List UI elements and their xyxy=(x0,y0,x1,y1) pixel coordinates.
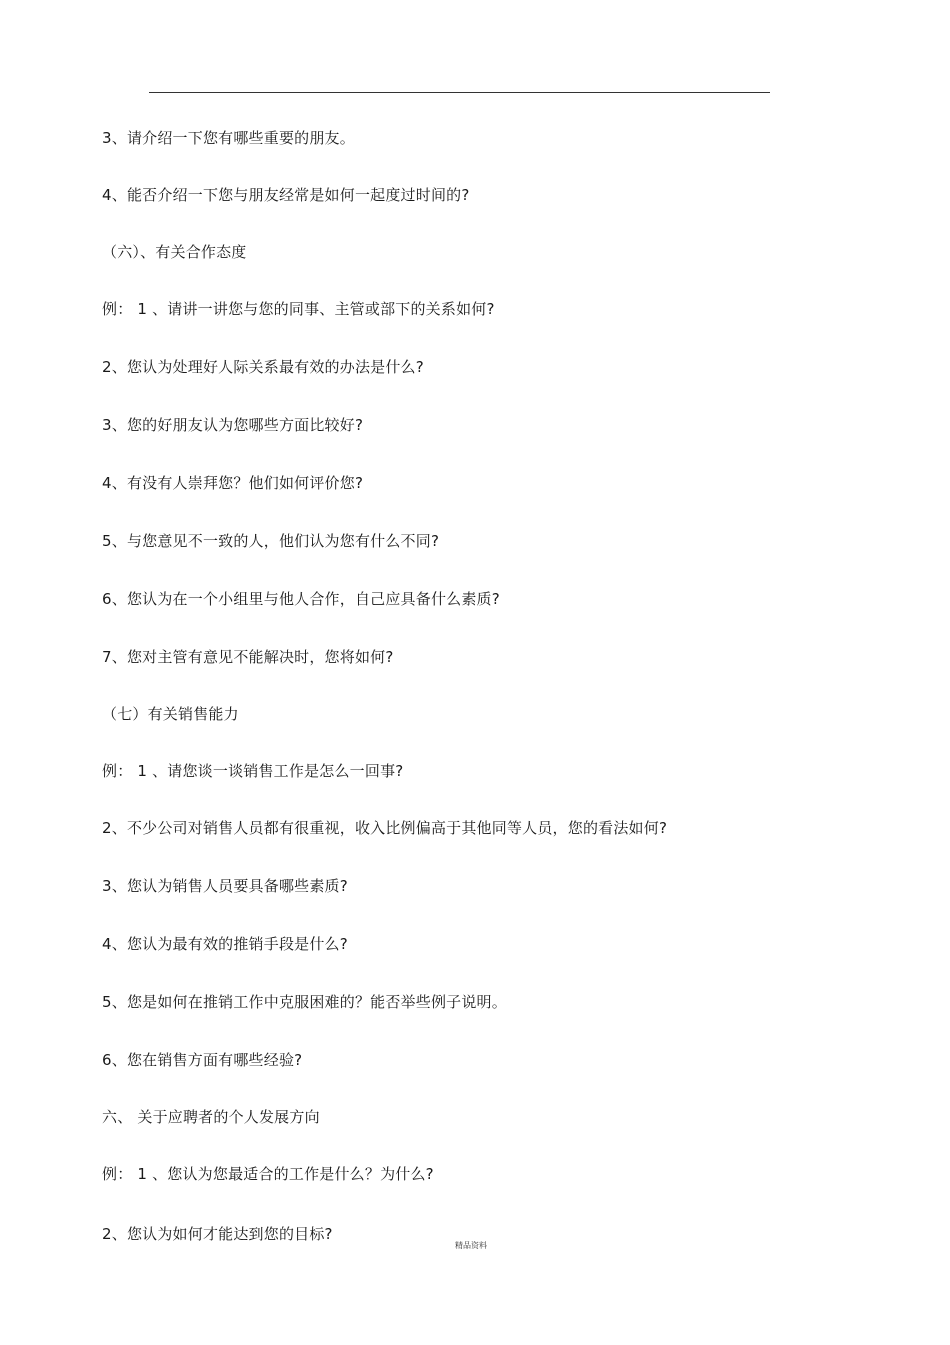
text-line: 2、不少公司对销售人员都有很重视，收入比例偏高于其他同等人员，您的看法如何? xyxy=(102,819,668,837)
text-line: 4、能否介绍一下您与朋友经常是如何一起度过时间的? xyxy=(102,186,470,204)
text-line: 例： 1 、请您谈一谈销售工作是怎么一回事? xyxy=(102,762,404,780)
text-line: 5、与您意见不一致的人，他们认为您有什么不同? xyxy=(102,532,440,550)
header-rule xyxy=(149,92,770,93)
text-line: 2、您认为如何才能达到您的目标? xyxy=(102,1225,333,1243)
page-footer: 精品资料 xyxy=(455,1241,487,1250)
text-line: 6、您在销售方面有哪些经验? xyxy=(102,1051,303,1069)
section-heading: （六）、有关合作态度 xyxy=(102,243,247,261)
text-line: 4、有没有人崇拜您？他们如何评价您? xyxy=(102,474,364,492)
text-line: 4、您认为最有效的推销手段是什么? xyxy=(102,935,348,953)
text-line: 7、您对主管有意见不能解决时，您将如何? xyxy=(102,648,394,666)
text-line: 5、您是如何在推销工作中克服困难的？能否举些例子说明。 xyxy=(102,993,507,1011)
text-line: 3、您的好朋友认为您哪些方面比较好? xyxy=(102,416,364,434)
text-line: 3、请介绍一下您有哪些重要的朋友。 xyxy=(102,129,355,147)
text-line: 2、您认为处理好人际关系最有效的办法是什么? xyxy=(102,358,424,376)
text-line: 3、您认为销售人员要具备哪些素质? xyxy=(102,877,348,895)
text-line: 6、您认为在一个小组里与他人合作，自己应具备什么素质? xyxy=(102,590,500,608)
section-heading: 六、 关于应聘者的个人发展方向 xyxy=(102,1108,320,1126)
text-line: 例： 1 、请讲一讲您与您的同事、主管或部下的关系如何? xyxy=(102,300,495,318)
text-line: 例： 1 、您认为您最适合的工作是什么？为什么? xyxy=(102,1165,434,1183)
section-heading: （七）有关销售能力 xyxy=(102,705,239,723)
